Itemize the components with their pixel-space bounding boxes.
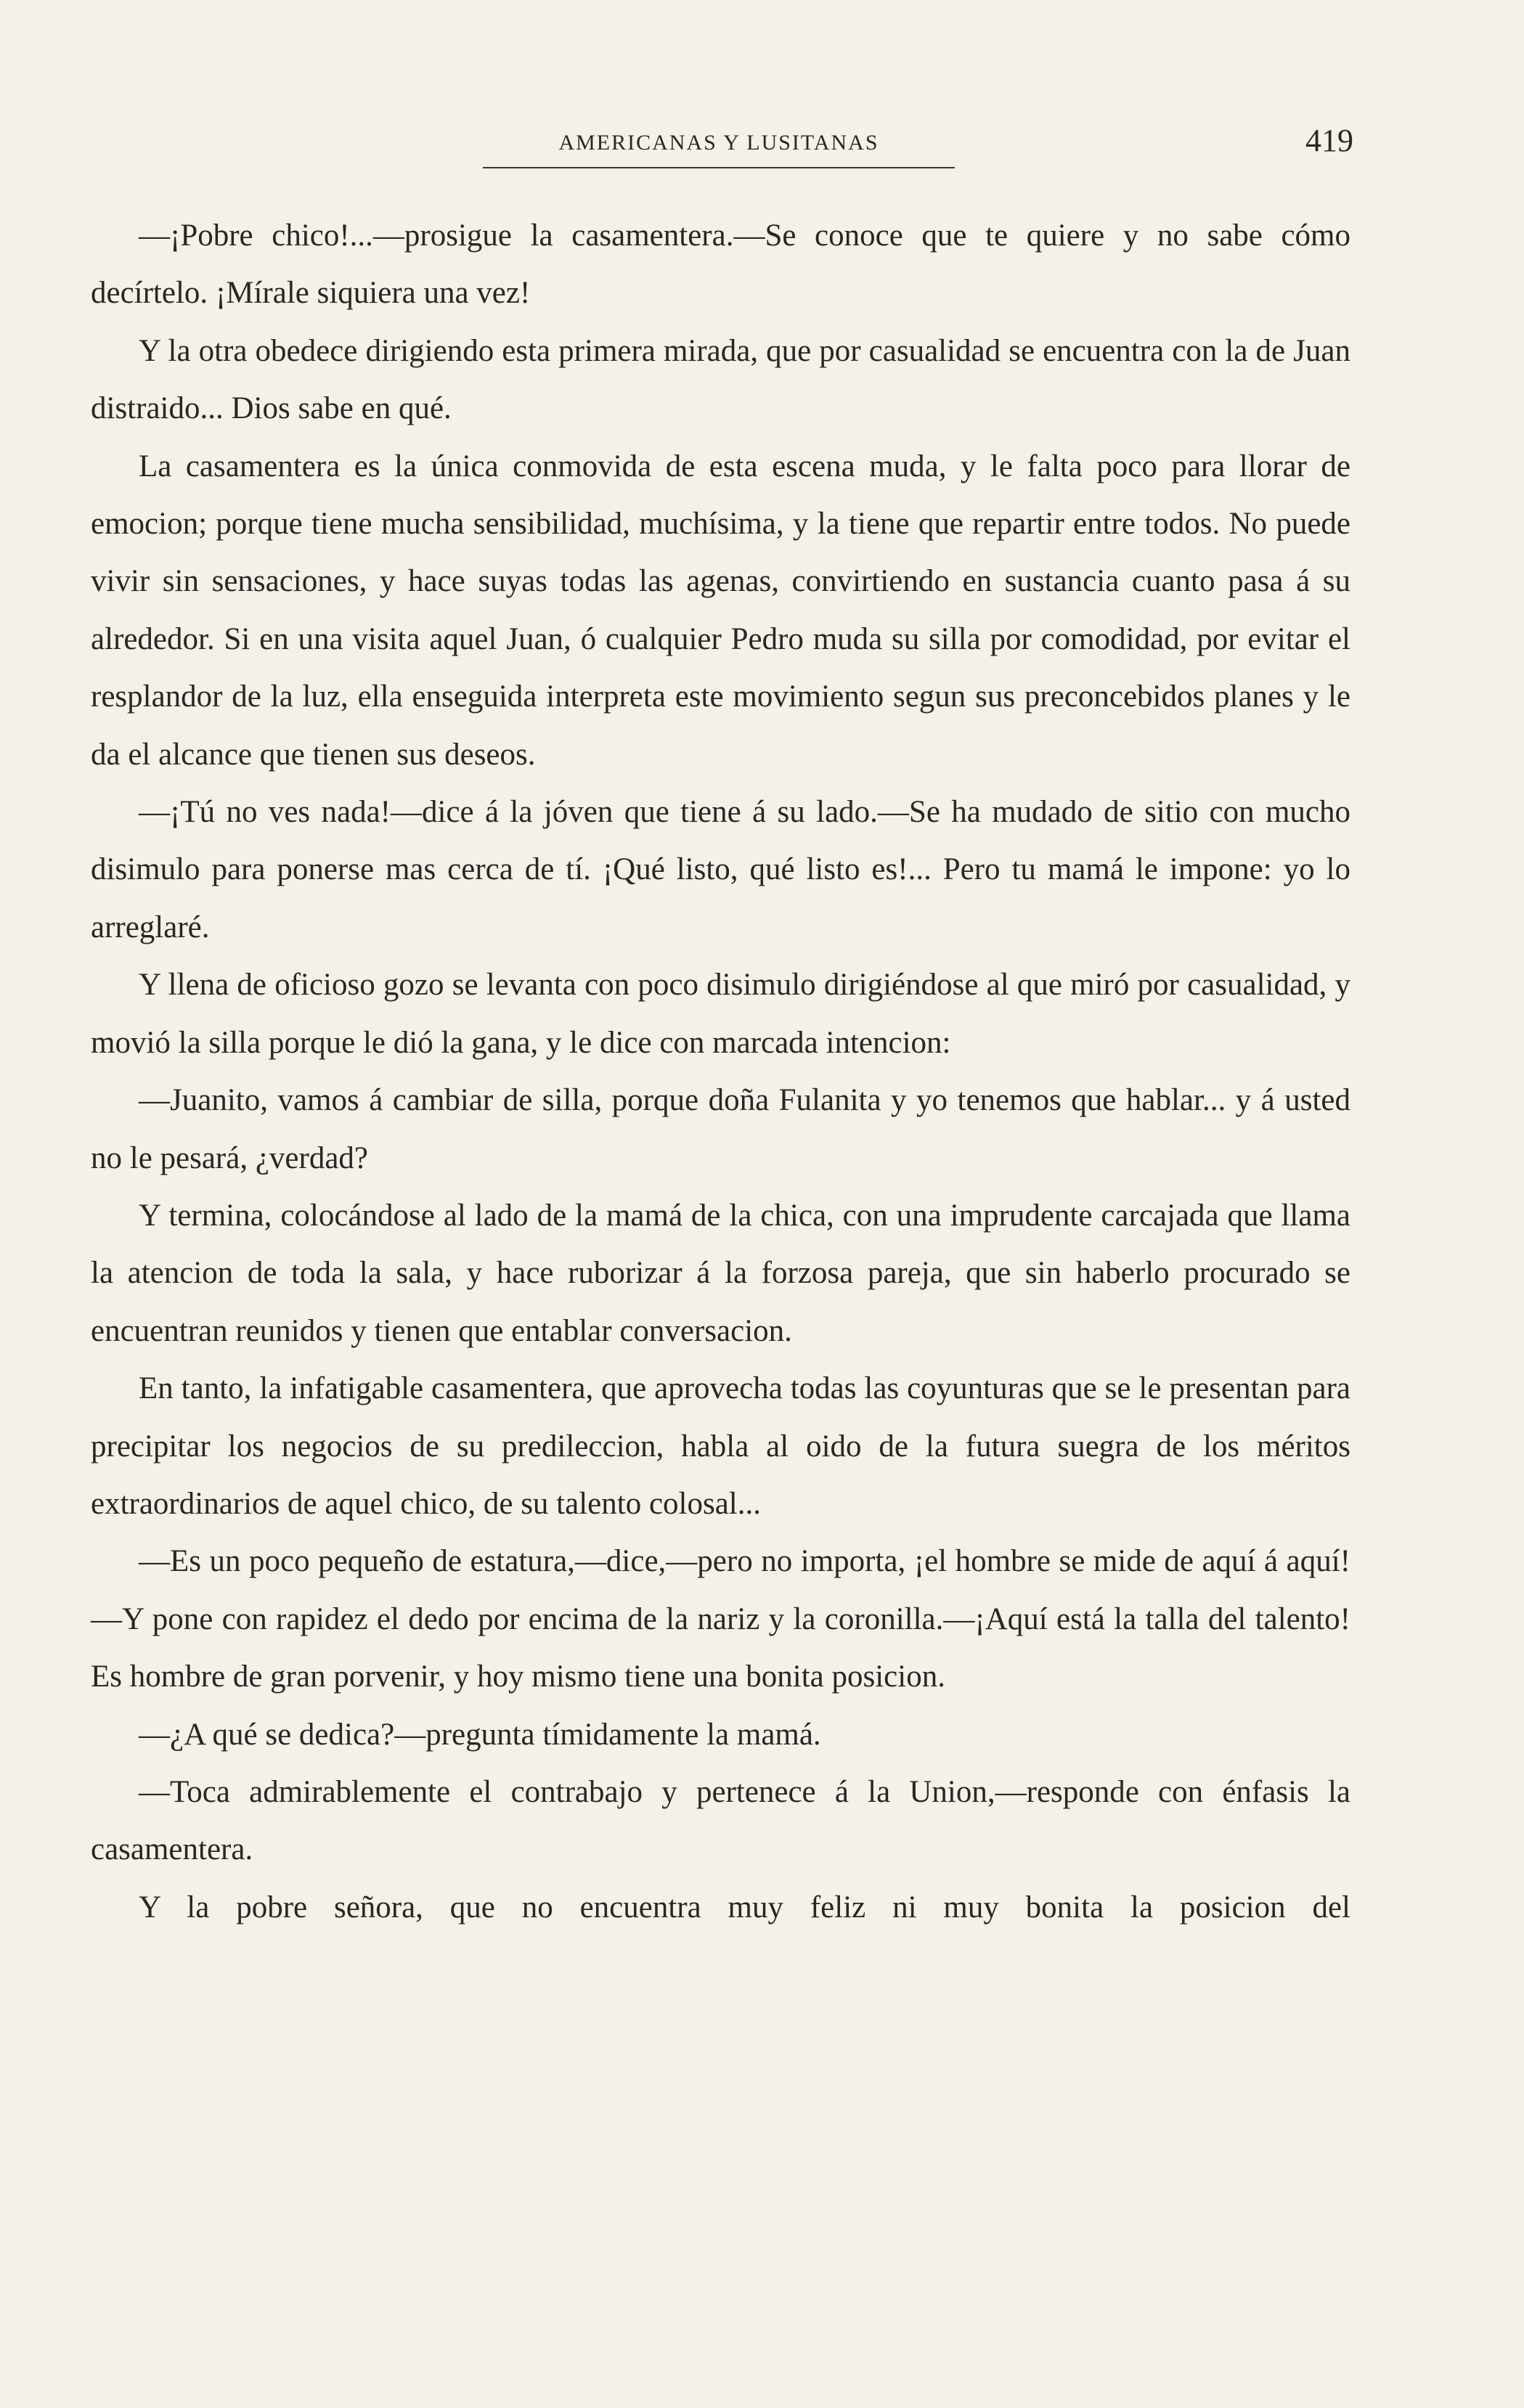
paragraph: —Es un poco pequeño de estatura,—dice,—pero no importa, ¡el hombre se mide de aquí á aquí!—Y pone con rapidez el dedo por encima de la nariz y la coronilla.—¡Aquí está la talla del talento! Es hombre de gran porvenir, y hoy mismo tiene una bonita posicion. bbox=[91, 1544, 1350, 1694]
page-header bbox=[0, 122, 1524, 173]
paragraph: —¡Pobre chico!...—prosigue la casamentera.—Se conoce que te quiere y no sabe cómo decírtelo. ¡Mírale siquiera una vez! bbox=[91, 219, 1350, 311]
paragraph: Y la otra obedece dirigiendo esta primera mirada, que por casualidad se encuentra con la de Juan distraido... Dios sabe en qué. bbox=[91, 333, 1350, 426]
page-number: 419 bbox=[1305, 123, 1353, 158]
paragraph: —¡Tú no ves nada!—dice á la jóven que tiene á su lado.—Se ha mudado de sitio con mucho disimulo para ponerse mas cerca de tí. ¡Qué listo, qué listo es!... Pero tu mamá le impone: yo lo arreglaré. bbox=[91, 795, 1350, 944]
body-text bbox=[91, 207, 1350, 1936]
paragraph: —Toca admirablemente el contrabajo y pertenece á la Union,—responde con énfasis la casamentera. bbox=[91, 1774, 1350, 1867]
paragraph: Y termina, colocándose al lado de la mamá de la chica, con una imprudente carcajada que llama la atencion de toda la sala, y hace ruborizar á la forzosa pareja, que sin haberlo procurado se encuentran reunidos y tienen que entablar conversacion. bbox=[91, 1198, 1350, 1348]
paragraph: Y la pobre señora, que no encuentra muy feliz ni muy bonita la posicion del bbox=[139, 1890, 1350, 1925]
running-title: AMERICANAS Y LUSITANAS bbox=[558, 131, 879, 155]
paragraph: En tanto, la infatigable casamentera, que aprovecha todas las coyunturas que se le presentan para precipitar los negocios de su predileccion, habla al oido de la futura suegra de los méritos extraordinarios de aquel chico, de su talento colosal... bbox=[91, 1371, 1350, 1521]
paragraph: —¿A qué se dedica?—pregunta tímidamente la mamá. bbox=[139, 1717, 821, 1752]
paragraph: Y llena de oficioso gozo se levanta con poco disimulo dirigiéndose al que miró por casualidad, y movió la silla porque le dió la gana, y le dice con marcada intencion: bbox=[91, 968, 1350, 1060]
paragraph: La casamentera es la única conmovida de esta escena muda, y le falta poco para llorar de emocion; porque tiene mucha sensibilidad, muchísima, y la tiene que repartir entre todos. No puede vivir sin sensaciones, y hace suyas todas las agenas, convirtiendo en sustancia cuanto pasa á su alrededor. Si en una visita aquel Juan, ó cualquier Pedro muda su silla por comodidad, por evitar el resplandor de la luz, ella enseguida interpreta este movimiento segun sus preconcebidos planes y le da el alcance que tienen sus deseos. bbox=[91, 449, 1350, 772]
paragraph: —Juanito, vamos á cambiar de silla, porque doña Fulanita y yo tenemos que hablar... y á usted no le pesará, ¿verdad? bbox=[91, 1083, 1350, 1175]
header-rule bbox=[483, 167, 955, 168]
